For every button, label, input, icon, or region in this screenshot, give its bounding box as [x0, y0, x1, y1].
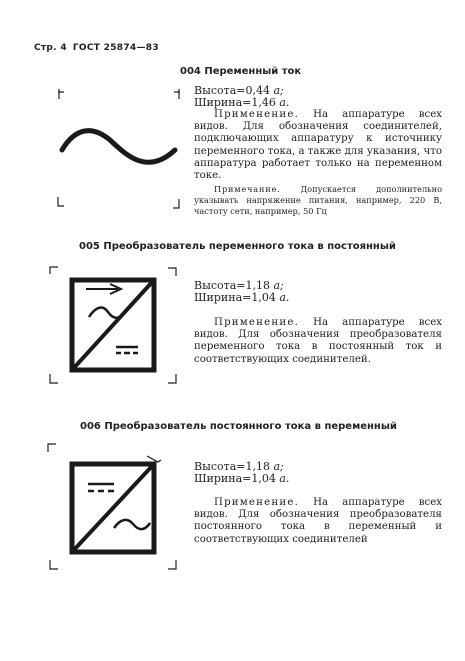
height-spec: Высота=1,18 a;: [194, 279, 284, 292]
height-spec: Высота=1,18 a;: [194, 460, 284, 473]
width-spec: Ширина=1,46 a.: [194, 96, 290, 109]
usage-text-006: Применение. На аппаратуре всех видов. Для обозначения преобразователя постоянного тока в переменный и соответствующих соединителей: [194, 497, 442, 545]
width-spec: Ширина=1,04 a.: [194, 291, 290, 304]
section-title-006: 006 Преобразователь постоянного тока в переменный: [80, 421, 397, 432]
usage-text-005: Применение. На аппаратуре всех видов. Для обозначения преобразователя переменного тока в постоянный ток и соответствующих соединителей.: [194, 317, 442, 365]
page-label: Стр. 4: [34, 43, 67, 53]
standard-number: ГОСТ 25874—83: [72, 43, 159, 53]
note-text-004: Примечание. Допускается дополнительно указывать напряжение питания, например, 220 В, частоту сети, например, 50 Гц: [194, 184, 442, 216]
ac-dc-converter-icon: [72, 280, 154, 370]
section-title-005: 005 Преобразователь переменного тока в постоянный: [79, 241, 396, 252]
dc-ac-converter-icon: [72, 456, 161, 552]
usage-text-004: Применение. На аппаратуре всех видов. Для обозначения соединителей, подключающих аппаратуру к источнику переменного тока, а также для указания, что аппаратура работает только на переменном токе.: [194, 109, 442, 182]
section-title-004: 004 Переменный ток: [180, 66, 302, 77]
height-spec: Высота=0,44 a;: [194, 84, 284, 97]
ac-wave-icon: [62, 131, 175, 163]
width-spec: Ширина=1,04 a.: [194, 472, 290, 485]
